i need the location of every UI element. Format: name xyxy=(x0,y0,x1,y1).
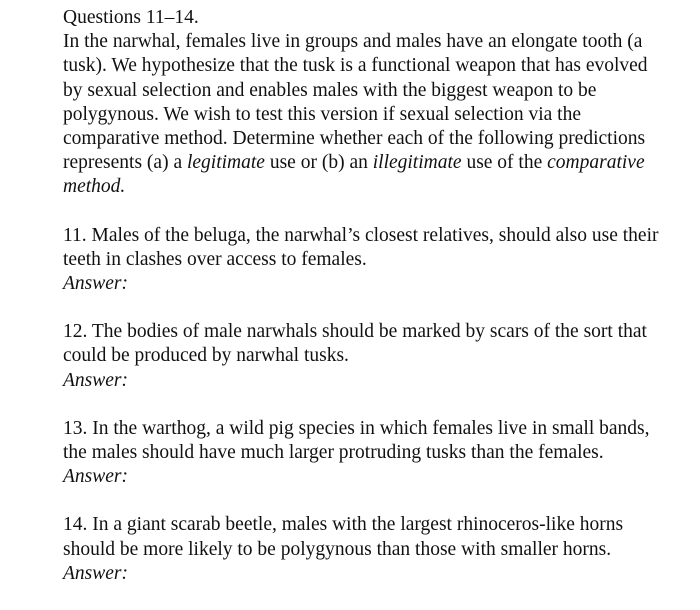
question-14-text: 14. In a giant scarab beetle, males with the largest rhinoceros-like horns should be more likely to be polygynous than those with smaller horns. xyxy=(63,514,624,560)
intro-emphasis-legitimate: legitimate xyxy=(186,152,265,174)
question-12 xyxy=(63,320,663,393)
intro-emphasis-comparative-method: comparative method. xyxy=(63,152,645,198)
intro-text-1: In the narwhal, females live in groups and males have an elongate tooth (a tusk). We hypothesize that the tusk is a functional weapon that has evolved by sexual selection and enables males with the biggest weapon to be polygynous. We wish to test this version if sexual selection via the comparative method. Determine whether each of the following predictions represents (a) a xyxy=(63,31,648,174)
question-11-text: 11. Males of the beluga, the narwhal’s closest relatives, should also use their teeth in clashes over access to females. xyxy=(63,224,659,270)
question-13-text: 13. In the warthog, a wild pig species in which females live in small bands, the males should have much larger protruding tusks than the females. xyxy=(63,417,650,464)
intro-text-2: use or (b) an xyxy=(264,152,373,174)
question-13-answer-label: Answer: xyxy=(63,466,128,488)
intro-emphasis-illegitimate: illegitimate xyxy=(372,152,462,174)
question-14-answer-label: Answer: xyxy=(63,562,128,584)
question-12-answer-label: Answer: xyxy=(63,369,128,391)
question-13 xyxy=(63,417,663,490)
question-11-answer-label: Answer: xyxy=(63,273,128,295)
questions-heading: Questions 11–14. xyxy=(63,7,199,28)
question-11 xyxy=(63,224,663,297)
intro-paragraph xyxy=(63,6,663,200)
document-page xyxy=(63,6,663,610)
question-12-text: 12. The bodies of male narwhals should be marked by scars of the sort that could be produced by narwhal tusks. xyxy=(63,321,647,367)
intro-text-3: use of the xyxy=(461,152,548,174)
question-14 xyxy=(63,513,663,586)
